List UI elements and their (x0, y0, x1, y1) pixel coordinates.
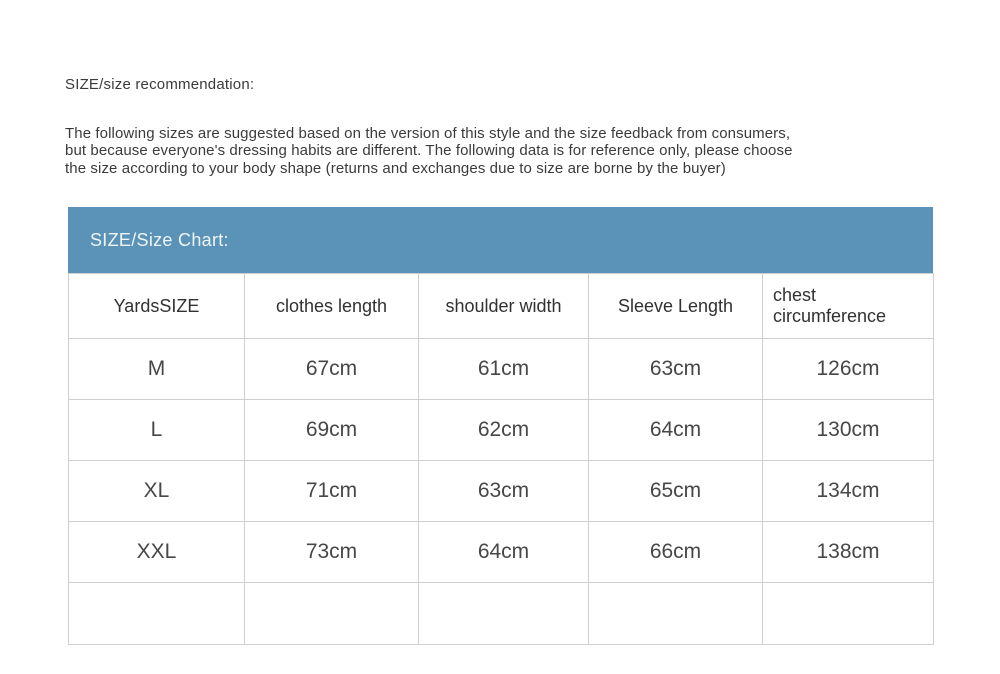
cell-clothes-length: 67cm (245, 339, 419, 400)
cell-chest-circumference: 130cm (763, 400, 934, 461)
cell-sleeve-length: 64cm (589, 400, 763, 461)
cell-size: XXL (69, 522, 245, 583)
cell-chest-circumference: 126cm (763, 339, 934, 400)
column-header-sleeve-length: Sleeve Length (589, 274, 763, 339)
cell-shoulder-width: 64cm (419, 522, 589, 583)
cell-shoulder-width: 62cm (419, 400, 589, 461)
cell-chest-circumference: 134cm (763, 461, 934, 522)
cell-size (69, 583, 245, 645)
cell-sleeve-length: 65cm (589, 461, 763, 522)
column-header-clothes-length: clothes length (245, 274, 419, 339)
table-row-empty (69, 583, 934, 645)
table-row-l (69, 400, 934, 461)
page-title: SIZE/size recommendation: (65, 76, 255, 93)
size-chart-table (68, 273, 934, 645)
cell-sleeve-length: 63cm (589, 339, 763, 400)
cell-clothes-length: 73cm (245, 522, 419, 583)
cell-clothes-length: 71cm (245, 461, 419, 522)
cell-shoulder-width: 63cm (419, 461, 589, 522)
cell-size: M (69, 339, 245, 400)
column-header-size: YardsSIZE (69, 274, 245, 339)
table-row-xxl (69, 522, 934, 583)
size-disclaimer-text (65, 125, 945, 177)
cell-chest-circumference (763, 583, 934, 645)
table-row-m (69, 339, 934, 400)
column-header-shoulder-width: shoulder width (419, 274, 589, 339)
cell-size: L (69, 400, 245, 461)
cell-clothes-length: 69cm (245, 400, 419, 461)
cell-size: XL (69, 461, 245, 522)
cell-chest-circumference: 138cm (763, 522, 934, 583)
size-chart-title-bar (68, 207, 933, 273)
cell-shoulder-width: 61cm (419, 339, 589, 400)
cell-sleeve-length: 66cm (589, 522, 763, 583)
cell-clothes-length (245, 583, 419, 645)
disclaimer-line: the size according to your body shape (returns and exchanges due to size are borne by the buyer) (65, 159, 726, 177)
size-chart-title: SIZE/Size Chart: (90, 229, 229, 250)
cell-shoulder-width (419, 583, 589, 645)
table-header-row (69, 274, 934, 339)
size-chart-section (68, 207, 933, 645)
disclaimer-line: but because everyone's dressing habits are different. The following data is for reference only, please choose (65, 142, 793, 160)
disclaimer-line: The following sizes are suggested based on the version of this style and the size feedback from consumers, (65, 125, 791, 142)
cell-sleeve-length (589, 583, 763, 645)
table-row-xl (69, 461, 934, 522)
column-header-chest-circumference: chest circumference (763, 274, 934, 339)
